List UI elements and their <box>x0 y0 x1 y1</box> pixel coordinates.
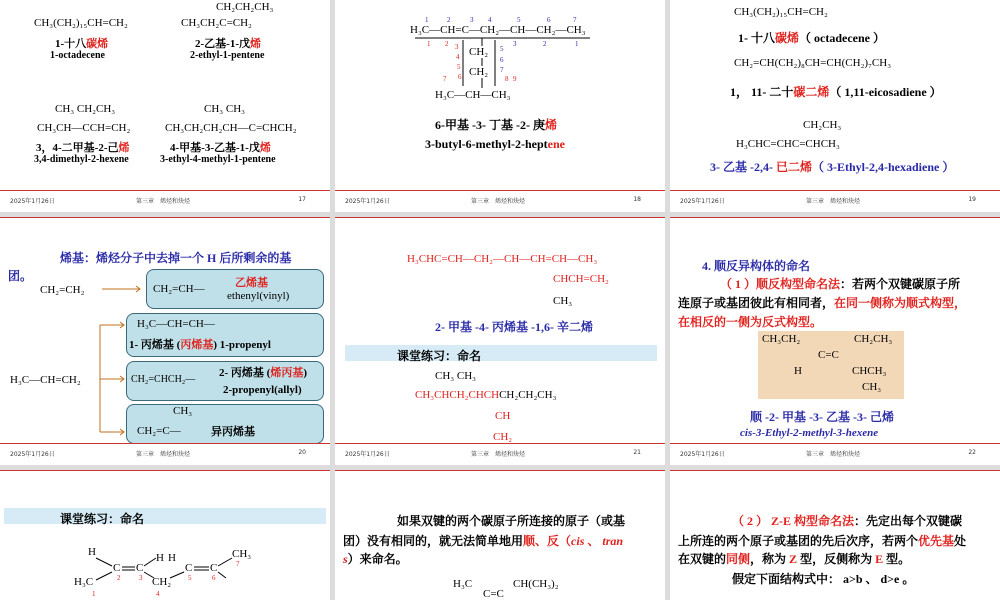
name-cn: 1， 11- 二十碳二烯（ 1,11-eicosadiene ） <box>730 85 942 99</box>
carbon-number: 5 <box>188 574 192 582</box>
footer-date: 2025年1月26日 <box>10 451 55 458</box>
name-cn: 6-甲基 -3- 丁基 -2- 庚烯 <box>435 118 557 132</box>
name-en: 3-ethyl-4-methyl-1-pentene <box>160 154 276 165</box>
carbon-number-blue: 6 <box>547 16 551 24</box>
name-en: 3-butyl-6-methyl-2-heptene <box>425 137 565 151</box>
slide-20[interactable] <box>0 217 330 465</box>
question-branch: CH₂ <box>493 431 513 443</box>
group-cn: 2- 丙烯基 (烯丙基) <box>219 367 307 379</box>
formula-left: H₃C <box>453 578 473 590</box>
page-number: 18 <box>633 196 641 203</box>
formula: CH₃CH—CCH=CH₂ <box>37 122 131 134</box>
formula-right: CH(CH₃)₂ <box>513 578 559 590</box>
branch: CH₃ <box>553 295 573 307</box>
carbon-number-red: 1 <box>427 40 431 48</box>
bottom-group: H₃C—CH—CH₃ <box>435 89 511 101</box>
group-branch: CH₃ <box>173 405 193 417</box>
mol-group: CH₂CH₃ <box>854 333 893 345</box>
para-line: 连原子或基团彼此有相同者，在同一侧称为顺式构型， <box>678 296 967 310</box>
group-cn: 异丙烯基 <box>211 426 255 438</box>
formula: CH₃CH₂C=CH₂ <box>181 17 252 29</box>
atom: C <box>136 562 144 574</box>
slide-footer <box>335 443 665 465</box>
mol-group: CHCH₃ <box>852 365 887 377</box>
carbon-number-red: 8 <box>505 75 509 83</box>
para-line: 如果双键的两个碳原子所连接的原子（或基 <box>397 514 626 528</box>
carbon-number-red: 6 <box>458 73 462 81</box>
ethene: CH₂=CH₂ <box>40 284 85 296</box>
slide-footer <box>0 443 330 465</box>
page-number: 22 <box>968 449 976 456</box>
name-en: cis-3-Ethyl-2-methyl-3-hexene <box>740 427 879 439</box>
page-number: 21 <box>633 449 641 456</box>
name-en: 3,4-dimethyl-2-hexene <box>34 154 129 165</box>
footer-chapter: 第三章 烯烃和炔烃 <box>471 451 526 458</box>
para-line: 假定下面结构式中： a>b 、 d>e 。 <box>732 572 915 586</box>
carbon-number-blue: 5 <box>517 16 521 24</box>
footer-chapter: 第三章 烯烃和炔烃 <box>806 451 861 458</box>
page-number: 17 <box>298 196 306 203</box>
molecule-card <box>758 331 904 399</box>
atom: H <box>88 546 96 558</box>
atom: C <box>113 562 121 574</box>
carbon-number-blue: 1 <box>425 16 429 24</box>
carbon-number-red: 3 <box>455 43 459 51</box>
slide-23[interactable] <box>0 470 330 600</box>
carbon-number-red: 9 <box>513 75 517 83</box>
group-formula: CH₂=CHCH₂— <box>131 374 196 385</box>
slide-21[interactable] <box>335 217 665 465</box>
carbon-number: 3 <box>139 574 143 582</box>
formula-branch: CH₂CH₃ <box>803 119 842 131</box>
carbon-number-red: 7 <box>443 75 447 83</box>
mol-group: CH₃CH₂ <box>762 333 801 345</box>
para-line: 在双键的同侧，称为 Z 型，反侧称为 E 型。 <box>678 552 911 566</box>
carbon-number: 6 <box>212 574 216 582</box>
group-en: 2-propenyl(allyl) <box>223 384 302 396</box>
footer-date: 2025年1月26日 <box>680 451 725 458</box>
main-chain: H₃CHC=CH—CH₂—CH—CH=CH—CH₃ <box>407 253 598 265</box>
carbon-number-blue: 2 <box>447 16 451 24</box>
formula: CH₂=CH(CH₂)₈CH=CH(CH₂)₇CH₃ <box>734 57 892 69</box>
vinyl-box[interactable] <box>146 269 324 309</box>
slide-title: 烯基：烯烃分子中去掉一个 H 后所剩余的基 <box>60 251 292 265</box>
mol-group: H <box>794 365 802 377</box>
practice-bar <box>345 345 657 361</box>
slide-19[interactable] <box>670 0 1000 212</box>
formula: H₃CHC=CHC=CHCH₃ <box>736 138 840 150</box>
carbon-number-blue: 3 <box>470 16 474 24</box>
group-cn: 乙烯基 <box>235 277 268 289</box>
propene: H₃C—CH=CH₂ <box>10 374 81 386</box>
carbon-number-red: 5 <box>457 63 461 71</box>
atom: H <box>156 552 164 564</box>
slide-17[interactable] <box>0 0 330 212</box>
formula-bond: C=C <box>483 588 504 600</box>
name-cn: 3，4-二甲基-2-己烯 <box>36 142 130 154</box>
para-line: 团）没有相同的，就无法简单地用顺、反（cis 、 tran <box>343 534 624 548</box>
footer-chapter: 第三章 烯烃和炔烃 <box>136 451 191 458</box>
group-formula: CH₂=CH— <box>153 283 205 295</box>
atom: CH₂ <box>152 576 172 588</box>
atom: H <box>168 552 176 564</box>
slide-title-cont: 团。 <box>8 269 33 283</box>
name-cn: 2-乙基-1-戊烯 <box>195 38 261 50</box>
question-top: CH₃ CH₃ <box>435 370 476 382</box>
name-cn: 3- 乙基 -2,4- 已二烯（ 3-Ethyl-2,4-hexadiene ） <box>710 160 955 174</box>
propenyl-box[interactable] <box>126 313 324 357</box>
formula-branch: CH₃ CH₃ <box>204 103 245 115</box>
mol-double-bond: C=C <box>818 349 839 361</box>
name-cn: 1-十八碳烯 <box>55 38 109 50</box>
formula: CH₃(CH₂)₁₅CH=CH₂ <box>34 17 128 29</box>
name-cn: 顺 -2- 甲基 -3- 乙基 -3- 己烯 <box>750 410 894 424</box>
branch-ch2: CH₂ <box>469 46 489 58</box>
chain-number: 7 <box>500 66 504 74</box>
footer-chapter: 第三章 烯烃和炔烃 <box>806 198 861 205</box>
formula-branch: CH₃ CH₂CH₃ <box>55 103 116 115</box>
slide-footer <box>335 190 665 212</box>
formula-branch: CH₂CH₂CH₃ <box>216 1 274 13</box>
chain-number: 6 <box>500 56 504 64</box>
branch-ch2: CH₂ <box>469 66 489 78</box>
footer-date: 2025年1月26日 <box>345 451 390 458</box>
chain-number: 3 <box>513 40 517 48</box>
chain-number: 1 <box>575 40 579 48</box>
footer-date: 2025年1月26日 <box>10 198 55 205</box>
formula: CH₃(CH₂)₁₅CH=CH₂ <box>734 6 828 18</box>
atom: C <box>185 562 193 574</box>
name-cn: 1- 十八碳烯（ octadecene ） <box>738 31 885 45</box>
carbon-number: 1 <box>92 590 96 598</box>
footer-chapter: 第三章 烯烃和炔烃 <box>136 198 191 205</box>
section-heading: 4. 顺反异构体的命名 <box>702 259 811 273</box>
slide-18[interactable] <box>335 0 665 212</box>
chain-number: 2 <box>543 40 547 48</box>
carbon-number-red: 4 <box>456 53 460 61</box>
practice-label: 课堂练习：命名 <box>60 512 145 526</box>
slide-24[interactable] <box>335 470 665 600</box>
chain-number: 5 <box>500 45 504 53</box>
para-line: 上所连的两个原子或基团的先后次序，若两个优先基处 <box>678 534 967 548</box>
para-line: s）来命名。 <box>343 552 408 566</box>
footer-chapter: 第三章 烯烃和炔烃 <box>471 198 526 205</box>
atom: C <box>210 562 218 574</box>
slide-22[interactable] <box>670 217 1000 465</box>
page-number: 19 <box>968 196 976 203</box>
carbon-number: 2 <box>117 574 121 582</box>
numbering-bracket <box>335 0 665 212</box>
footer-date: 2025年1月26日 <box>345 198 390 205</box>
group-cn: 1- 丙烯基 (丙烯基) 1-propenyl <box>129 339 271 351</box>
carbon-number-blue: 7 <box>573 16 577 24</box>
name-en: 1-octadecene <box>50 50 105 61</box>
carbon-number: 4 <box>156 590 160 598</box>
slide-footer <box>670 190 1000 212</box>
bonds <box>0 470 330 600</box>
mol-group: CH₃ <box>862 381 882 393</box>
main-chain: H₃C—CH=C—CH₂—CH—CH₂—CH₃ <box>410 24 586 36</box>
slide-footer <box>0 190 330 212</box>
name-en: 2-ethyl-1-pentene <box>190 50 265 61</box>
question-branch: CH <box>495 410 511 422</box>
isopropenyl-box[interactable] <box>126 404 324 444</box>
group-formula: H₃C—CH=CH— <box>137 318 215 330</box>
group-formula: CH₂=C— <box>137 425 181 437</box>
para-line: （ 2 ） Z-E 构型命名法：先定出每个双键碳 <box>732 514 963 528</box>
answer-name: 2- 甲基 -4- 丙烯基 -1,6- 辛二烯 <box>435 320 593 334</box>
branch: CHCH=CH₂ <box>553 273 609 285</box>
para-line: （ 1 ）顺反构型命名法：若两个双键碳原子所 <box>720 277 961 291</box>
atom: CH₃ <box>232 548 252 560</box>
group-en: ethenyl(vinyl) <box>227 290 290 302</box>
allyl-box[interactable] <box>126 361 324 401</box>
question-chain: CH₃CHCH₂CHCHCH₂CH₂CH₃ <box>415 389 557 401</box>
practice-label: 课堂练习：命名 <box>397 349 482 363</box>
carbon-number: 7 <box>236 560 240 568</box>
para-line: 在相反的一侧为反式构型。 <box>678 315 823 329</box>
formula: CH₃CH₂CH₂CH—C=CHCH₂ <box>165 122 297 134</box>
slide-25[interactable] <box>670 470 1000 600</box>
page-number: 20 <box>298 449 306 456</box>
slide-footer <box>670 443 1000 465</box>
carbon-number-red: 2 <box>445 40 449 48</box>
name-cn: 4-甲基-3-乙基-1-戊烯 <box>170 142 271 154</box>
atom: H₃C <box>74 576 94 588</box>
footer-date: 2025年1月26日 <box>680 198 725 205</box>
carbon-number-blue: 4 <box>488 16 492 24</box>
